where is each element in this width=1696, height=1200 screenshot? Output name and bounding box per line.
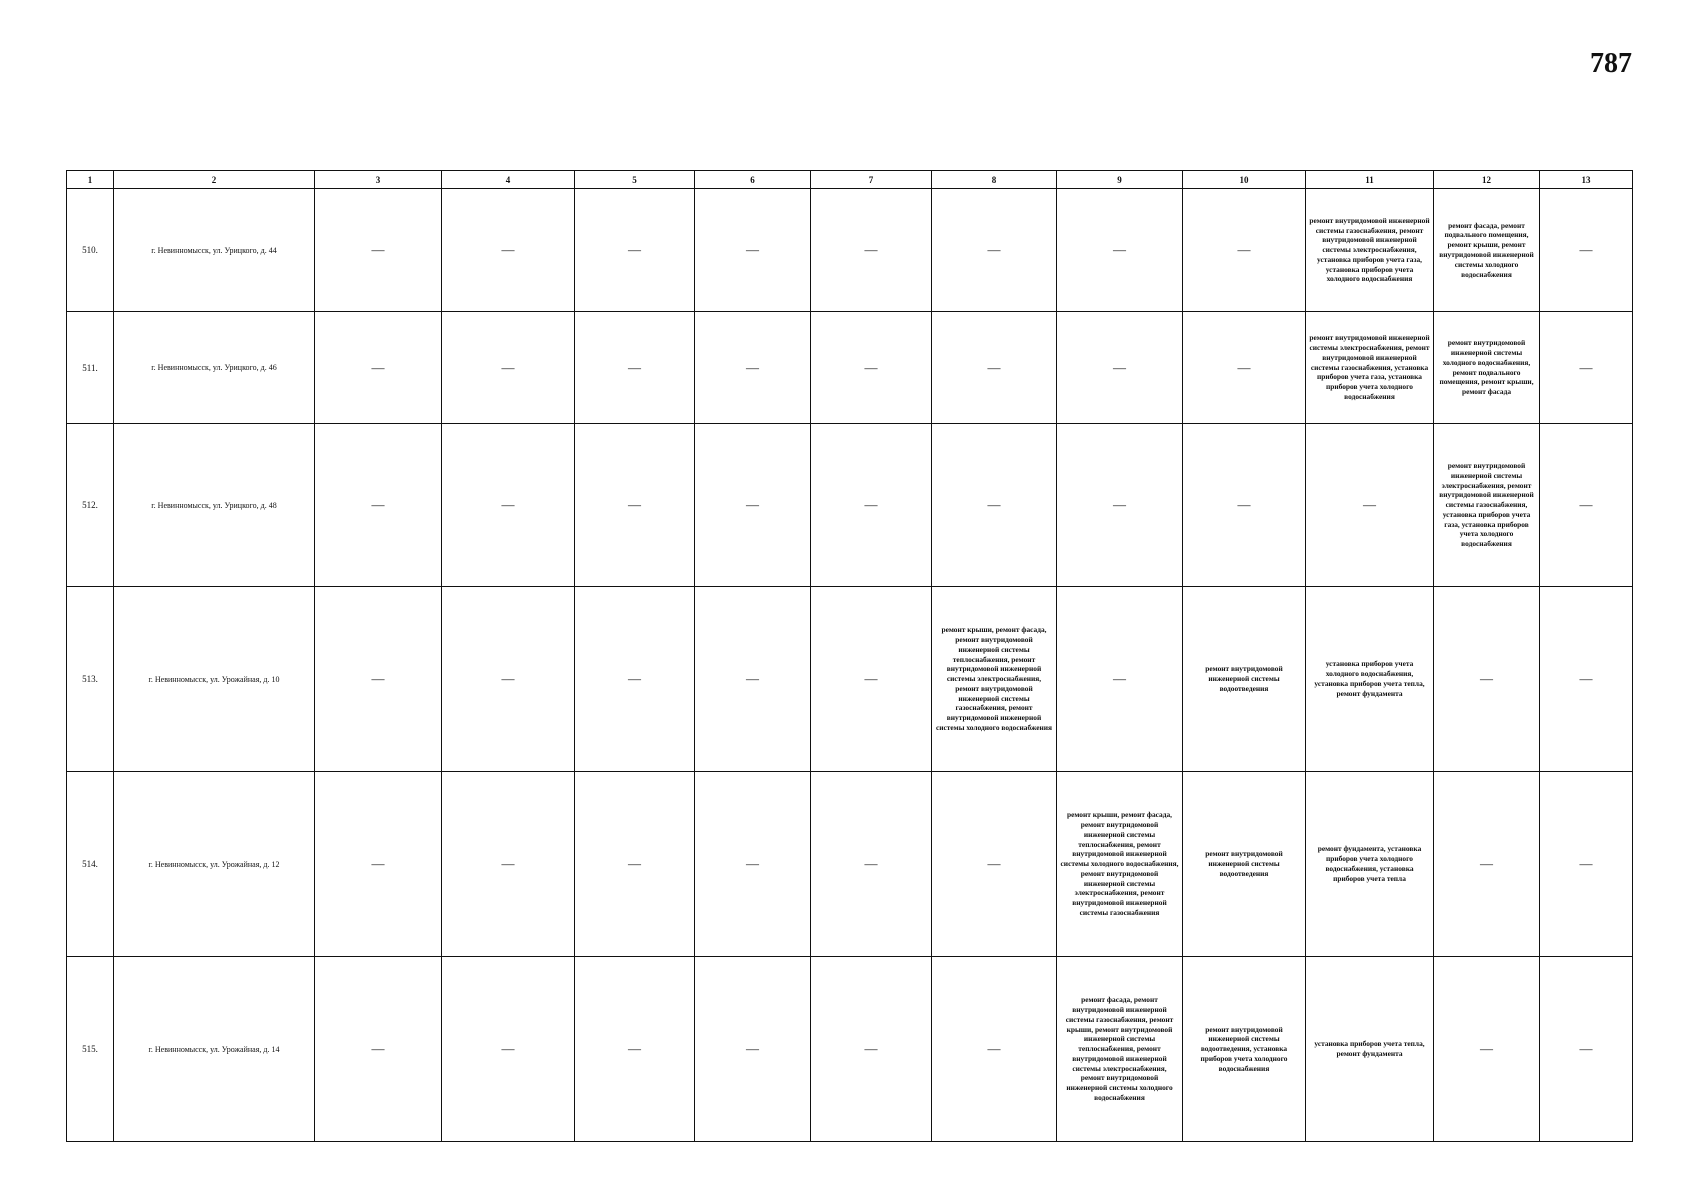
table-cell: —: [1057, 189, 1183, 312]
table-cell: —: [1434, 957, 1540, 1142]
row-number: 512.: [67, 424, 114, 587]
table-cell: —: [442, 189, 575, 312]
row-address: г. Невинномысск, ул. Урожайная, д. 10: [114, 587, 315, 772]
table-cell: —: [442, 312, 575, 424]
page-number: 787: [1590, 48, 1632, 79]
table-cell: —: [1306, 424, 1434, 587]
table-row: [67, 189, 1633, 312]
table-cell: —: [1057, 424, 1183, 587]
table-cell: —: [315, 957, 442, 1142]
table-cell: —: [1540, 424, 1633, 587]
table-cell: ремонт внутридомовой инженерной системы электроснабжения, ремонт внутридомовой инженерной системы газоснабжения, установка приборов учета газа, установка приборов учета холодного водоснабжения: [1434, 424, 1540, 587]
header-row: [67, 171, 1633, 189]
table-cell: —: [811, 312, 932, 424]
row-number: 511.: [67, 312, 114, 424]
table-cell: —: [932, 957, 1057, 1142]
table-cell: —: [575, 957, 695, 1142]
table-cell: —: [695, 957, 811, 1142]
table-cell: —: [1540, 189, 1633, 312]
table-row: [67, 424, 1633, 587]
column-header: 13: [1540, 171, 1633, 189]
row-number: 510.: [67, 189, 114, 312]
column-header: 5: [575, 171, 695, 189]
table-cell: —: [932, 189, 1057, 312]
table-row: [67, 587, 1633, 772]
table-cell: —: [1434, 772, 1540, 957]
table-row: [67, 957, 1633, 1142]
table-cell: ремонт внутридомовой инженерной системы холодного водоснабжения, ремонт подвального помещения, ремонт крыши, ремонт фасада: [1434, 312, 1540, 424]
table-cell: —: [1183, 189, 1306, 312]
table-cell: ремонт фасада, ремонт внутридомовой инженерной системы газоснабжения, ремонт крыши, ремонт внутридомовой инженерной системы теплоснабжения, ремонт внутридомовой инженерной системы электроснабжения, ремонт внутридомовой инженерной системы холодного водоснабжения: [1057, 957, 1183, 1142]
table-cell: —: [575, 312, 695, 424]
column-header: 6: [695, 171, 811, 189]
row-address: г. Невинномысск, ул. Урицкого, д. 46: [114, 312, 315, 424]
table-cell: —: [1434, 587, 1540, 772]
table-cell: ремонт внутридомовой инженерной системы водоотведения: [1183, 587, 1306, 772]
table-cell: —: [575, 587, 695, 772]
table-cell: установка приборов учета холодного водоснабжения, установка приборов учета тепла, ремонт фундамента: [1306, 587, 1434, 772]
table-cell: —: [315, 312, 442, 424]
column-header: 1: [67, 171, 114, 189]
table-cell: —: [1540, 587, 1633, 772]
table-cell: —: [575, 424, 695, 587]
table-cell: ремонт фасада, ремонт подвального помещения, ремонт крыши, ремонт внутридомовой инженерной системы холодного водоснабжения: [1434, 189, 1540, 312]
repair-schedule-table: [66, 170, 1633, 1142]
table-row: [67, 312, 1633, 424]
row-address: г. Невинномысск, ул. Урицкого, д. 44: [114, 189, 315, 312]
row-address: г. Невинномысск, ул. Урожайная, д. 12: [114, 772, 315, 957]
column-header: 2: [114, 171, 315, 189]
column-header: 11: [1306, 171, 1434, 189]
table-cell: ремонт внутридомовой инженерной системы водоотведения, установка приборов учета холодного водоснабжения: [1183, 957, 1306, 1142]
row-number: 515.: [67, 957, 114, 1142]
column-header: 7: [811, 171, 932, 189]
table-cell: —: [932, 424, 1057, 587]
table-cell: —: [315, 772, 442, 957]
table-cell: —: [932, 312, 1057, 424]
table-cell: —: [442, 957, 575, 1142]
table-cell: —: [1540, 957, 1633, 1142]
table-row: [67, 772, 1633, 957]
column-header: 9: [1057, 171, 1183, 189]
table-cell: —: [442, 587, 575, 772]
table-cell: —: [811, 772, 932, 957]
table-cell: —: [1057, 587, 1183, 772]
table-cell: —: [695, 424, 811, 587]
table-cell: —: [932, 772, 1057, 957]
table-cell: —: [575, 772, 695, 957]
table-cell: —: [1540, 772, 1633, 957]
row-address: г. Невинномысск, ул. Урицкого, д. 48: [114, 424, 315, 587]
table-cell: —: [315, 189, 442, 312]
table-cell: —: [315, 587, 442, 772]
table-cell: ремонт внутридомовой инженерной системы газоснабжения, ремонт внутридомовой инженерной системы электроснабжения, установка приборов учета газа, установка приборов учета холодного водоснабжения: [1306, 189, 1434, 312]
table-cell: —: [811, 587, 932, 772]
table-cell: ремонт фундамента, установка приборов учета холодного водоснабжения, установка приборов учета тепла: [1306, 772, 1434, 957]
table-cell: —: [811, 424, 932, 587]
table-cell: ремонт крыши, ремонт фасада, ремонт внутридомовой инженерной системы теплоснабжения, ремонт внутридомовой инженерной системы холодного водоснабжения, ремонт внутридомовой инженерной системы электроснабжения, ремонт внутридомовой инженерной системы газоснабжения: [1057, 772, 1183, 957]
column-header: 8: [932, 171, 1057, 189]
table-cell: —: [1183, 424, 1306, 587]
table-cell: —: [811, 957, 932, 1142]
table-cell: —: [1540, 312, 1633, 424]
table-cell: —: [442, 772, 575, 957]
table-cell: —: [695, 189, 811, 312]
table-cell: ремонт крыши, ремонт фасада, ремонт внутридомовой инженерной системы теплоснабжения, ремонт внутридомовой инженерной системы электроснабжения, ремонт внутридомовой инженерной системы газоснабжения, ремонт внутридомовой инженерной системы холодного водоснабжения: [932, 587, 1057, 772]
column-header: 10: [1183, 171, 1306, 189]
table-cell: —: [1183, 312, 1306, 424]
table-cell: —: [442, 424, 575, 587]
table-cell: ремонт внутридомовой инженерной системы электроснабжения, ремонт внутридомовой инженерной системы газоснабжения, установка приборов учета газа, установка приборов учета холодного водоснабжения: [1306, 312, 1434, 424]
row-number: 514.: [67, 772, 114, 957]
column-header: 4: [442, 171, 575, 189]
table-cell: —: [811, 189, 932, 312]
table-cell: —: [1057, 312, 1183, 424]
table-cell: —: [575, 189, 695, 312]
table-cell: —: [695, 587, 811, 772]
table-cell: —: [315, 424, 442, 587]
row-number: 513.: [67, 587, 114, 772]
table-cell: ремонт внутридомовой инженерной системы водоотведения: [1183, 772, 1306, 957]
table-cell: —: [695, 772, 811, 957]
table-cell: установка приборов учета тепла, ремонт фундамента: [1306, 957, 1434, 1142]
row-address: г. Невинномысск, ул. Урожайная, д. 14: [114, 957, 315, 1142]
table-cell: —: [695, 312, 811, 424]
column-header: 12: [1434, 171, 1540, 189]
column-header: 3: [315, 171, 442, 189]
